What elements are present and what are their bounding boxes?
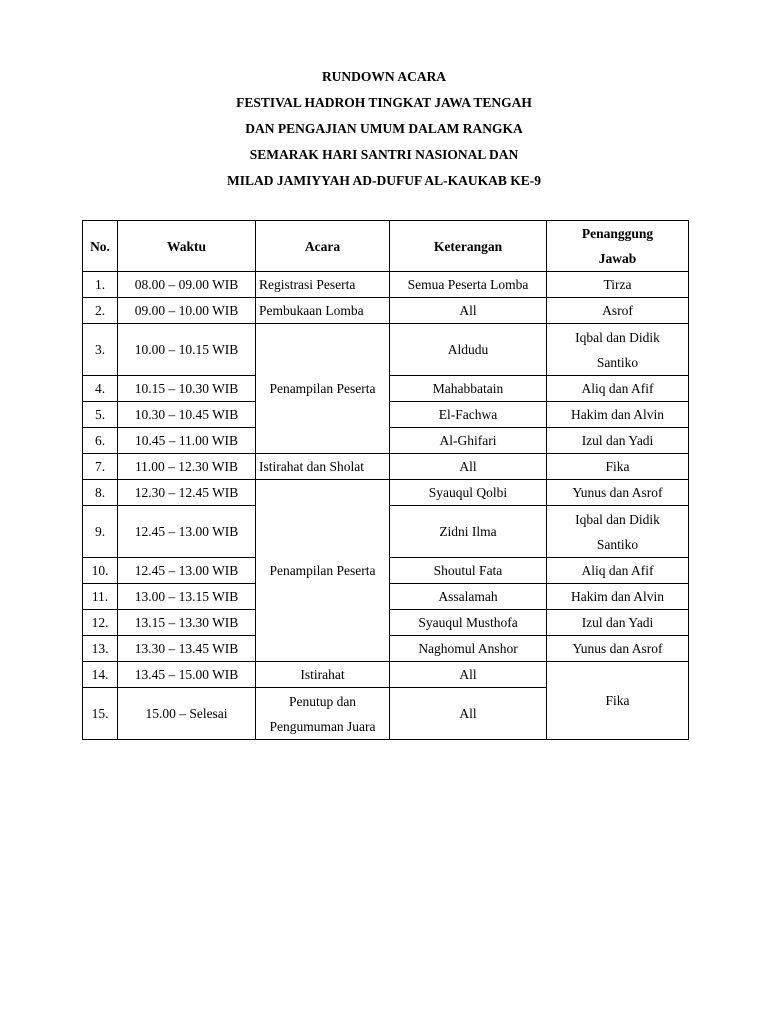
cell-keterangan: Zidni Ilma [390,506,547,558]
cell-pj-line: Santiko [596,354,639,370]
cell-pj: Yunus dan Asrof [547,480,689,506]
cell-acara [256,688,390,740]
cell-no: 7. [83,454,118,480]
cell-pj: Aliq dan Afif [547,376,689,402]
cell-acara: Istirahat [256,662,390,688]
cell-waktu: 10.00 – 10.15 WIB [118,324,256,376]
cell-pj: Izul dan Yadi [547,610,689,636]
table-row [83,480,689,506]
cell-pj: Fika [547,454,689,480]
cell-acara-line: Pengumuman Juara [269,718,376,734]
cell-waktu: 09.00 – 10.00 WIB [118,298,256,324]
cell-no: 8. [83,480,118,506]
title-line: DAN PENGAJIAN UMUM DALAM RANGKA [245,121,523,136]
rundown-table [82,220,689,740]
header-penanggung-jawab [547,221,689,272]
table-row [83,298,689,324]
title-line: MILAD JAMIYYAH AD-DUFUF AL-KAUKAB KE-9 [226,173,541,188]
cell-keterangan: All [390,688,547,740]
table-header-row [83,221,689,272]
title-line: FESTIVAL HADROH TINGKAT JAWA TENGAH [236,95,532,110]
cell-pj: Aliq dan Afif [547,558,689,584]
cell-keterangan: Assalamah [390,584,547,610]
cell-keterangan: Syauqul Qolbi [390,480,547,506]
cell-pj: Yunus dan Asrof [547,636,689,662]
cell-keterangan: Naghomul Anshor [390,636,547,662]
cell-no: 12. [83,610,118,636]
cell-waktu: 10.45 – 11.00 WIB [118,428,256,454]
cell-waktu: 13.30 – 13.45 WIB [118,636,256,662]
cell-waktu: 10.30 – 10.45 WIB [118,402,256,428]
cell-no: 10. [83,558,118,584]
cell-pj: Hakim dan Alvin [547,402,689,428]
header-pj-line: Penanggung [581,226,654,241]
cell-pj: Asrof [547,298,689,324]
title-line: RUNDOWN ACARA [321,69,447,84]
cell-waktu: 10.15 – 10.30 WIB [118,376,256,402]
cell-no: 13. [83,636,118,662]
cell-keterangan: Mahabbatain [390,376,547,402]
cell-pj: Izul dan Yadi [547,428,689,454]
cell-keterangan: Semua Peserta Lomba [390,272,547,298]
cell-no: 2. [83,298,118,324]
document-title [0,64,768,194]
cell-pj-line: Iqbal dan Didik [575,329,660,345]
table-row [83,662,689,688]
cell-acara: Registrasi Peserta [256,272,390,298]
cell-no: 14. [83,662,118,688]
cell-acara: Pembukaan Lomba [256,298,390,324]
header-acara: Acara [256,221,390,272]
cell-no: 11. [83,584,118,610]
cell-keterangan: All [390,662,547,688]
cell-no: 1. [83,272,118,298]
cell-pj [547,506,689,558]
cell-no: 9. [83,506,118,558]
cell-no: 15. [83,688,118,740]
cell-keterangan: Al-Ghifari [390,428,547,454]
cell-keterangan: All [390,298,547,324]
cell-waktu: 12.30 – 12.45 WIB [118,480,256,506]
cell-waktu: 13.45 – 15.00 WIB [118,662,256,688]
cell-pj [547,324,689,376]
table-row [83,272,689,298]
cell-waktu: 13.15 – 13.30 WIB [118,610,256,636]
cell-no: 3. [83,324,118,376]
cell-pj-line: Santiko [596,536,639,552]
cell-no: 5. [83,402,118,428]
cell-waktu: 12.45 – 13.00 WIB [118,558,256,584]
table-row [83,324,689,376]
cell-keterangan: Syauqul Musthofa [390,610,547,636]
cell-acara: Penampilan Peserta [256,324,390,454]
header-waktu: Waktu [118,221,256,272]
header-pj-line: Jawab [598,251,637,266]
cell-waktu: 15.00 – Selesai [118,688,256,740]
cell-waktu: 12.45 – 13.00 WIB [118,506,256,558]
cell-pj: Fika [547,662,689,740]
cell-keterangan: El-Fachwa [390,402,547,428]
title-line: SEMARAK HARI SANTRI NASIONAL DAN [249,147,519,162]
cell-keterangan: All [390,454,547,480]
cell-acara-line: Penutup dan [288,693,357,709]
cell-pj: Tirza [547,272,689,298]
cell-acara: Istirahat dan Sholat [256,454,390,480]
cell-keterangan: Shoutul Fata [390,558,547,584]
header-no: No. [83,221,118,272]
cell-no: 6. [83,428,118,454]
cell-waktu: 08.00 – 09.00 WIB [118,272,256,298]
cell-waktu: 11.00 – 12.30 WIB [118,454,256,480]
table-row [83,454,689,480]
cell-pj-line: Iqbal dan Didik [575,511,660,527]
header-keterangan: Keterangan [390,221,547,272]
cell-keterangan: Aldudu [390,324,547,376]
cell-waktu: 13.00 – 13.15 WIB [118,584,256,610]
cell-pj: Hakim dan Alvin [547,584,689,610]
cell-no: 4. [83,376,118,402]
cell-acara: Penampilan Peserta [256,480,390,662]
